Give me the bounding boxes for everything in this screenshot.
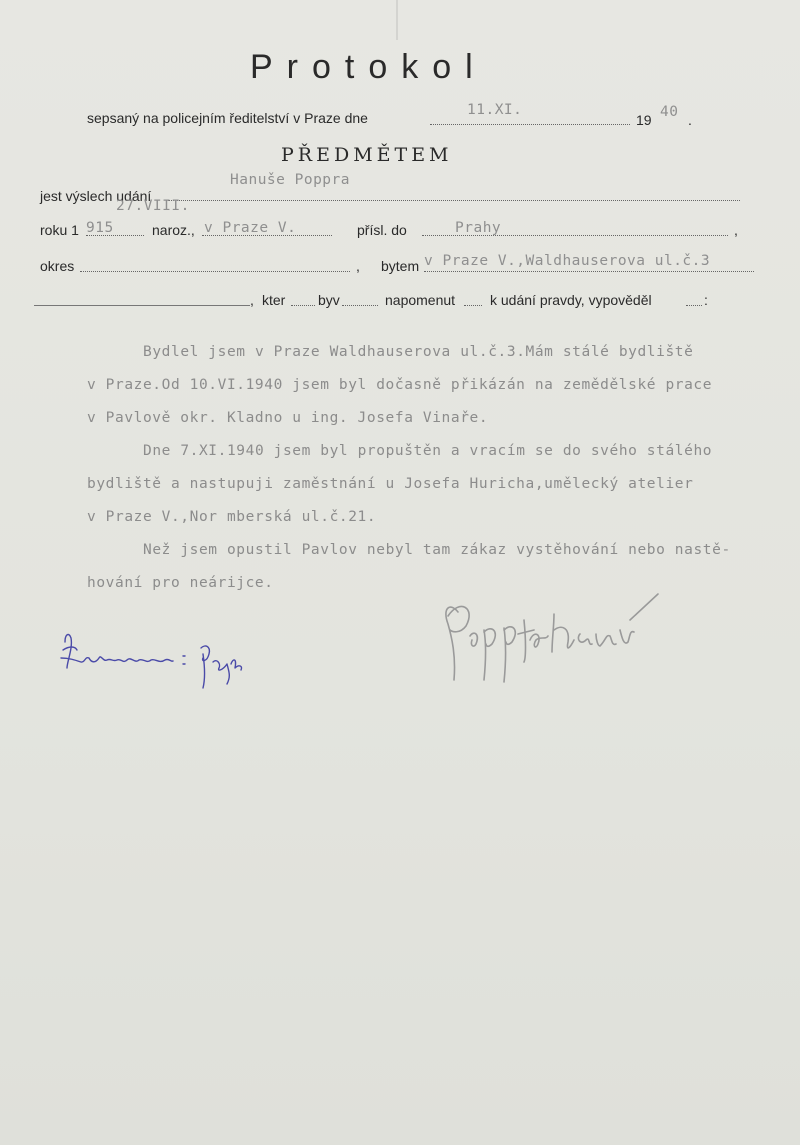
label-roku: roku 1 xyxy=(40,222,79,238)
line4-comma: , xyxy=(250,292,254,308)
statement-line: v Praze V.,Nor mberská ul.č.21. xyxy=(87,509,377,525)
label-kter: kter xyxy=(262,292,286,308)
naroz-dotted-line xyxy=(202,235,332,236)
roku-dotted-line xyxy=(86,235,144,236)
statement-line: Než jsem opustil Pavlov nebyl tam zákaz vystěhování nebo nastě- xyxy=(143,542,731,558)
label-okres: okres xyxy=(40,258,75,274)
line2-end-comma: , xyxy=(734,222,738,238)
statement-line: hování pro neárijce. xyxy=(87,575,274,591)
label-napomenut: napomenut xyxy=(385,292,456,308)
vypovedel-dotted-line xyxy=(686,305,702,306)
document-title: Protokol xyxy=(250,48,487,86)
birth-place-value: v Praze V. xyxy=(204,220,297,236)
statement-line: Bydlel jsem v Praze Waldhauserova ul.č.3.Mám stálé bydliště xyxy=(143,344,694,360)
birth-day-value: 27.VIII. xyxy=(116,198,190,214)
label-byv: byv xyxy=(318,292,340,308)
label-vyslech: jest výslech udání xyxy=(40,188,152,204)
statement-line: bydliště a nastupuji zaměstnání u Josefa Huricha,umělecký atelier xyxy=(87,476,694,492)
bytem-dotted-line xyxy=(424,271,754,272)
napomenut-dotted-line xyxy=(464,305,482,306)
vyslech-dotted-line xyxy=(168,200,740,201)
birth-year-value: 915 xyxy=(86,220,114,236)
date-value: 11.XI. xyxy=(467,102,523,118)
label-udani-pravdy: k udání pravdy, vypověděl xyxy=(490,292,652,308)
subject-name-value: Hanuše Poppra xyxy=(230,172,350,188)
line4-colon: : xyxy=(704,292,708,308)
statement-line: v Pavlově okr. Kladno u ing. Josefa Vinaře. xyxy=(87,410,489,426)
signature-drawing xyxy=(430,590,670,690)
okres-dotted-line xyxy=(80,271,350,272)
handwritten-note-drawing xyxy=(55,628,255,698)
subtitle-text: sepsaný na policejním ředitelství v Praze dne xyxy=(87,110,368,126)
section-heading: PŘEDMĚTEM xyxy=(281,144,453,166)
kter-dotted-line xyxy=(291,305,315,306)
fold-mark xyxy=(396,0,398,40)
okres-comma: , xyxy=(356,258,360,274)
line4-blank-line xyxy=(34,305,250,306)
statement-line: v Praze.Od 10.VI.1940 jsem byl dočasně přikázán na zemědělské prace xyxy=(87,377,713,393)
signature xyxy=(430,590,670,690)
label-naroz: naroz., xyxy=(152,222,195,238)
label-prisl: přísl. do xyxy=(357,222,407,238)
year-end: . xyxy=(688,112,692,128)
prisl-value: Prahy xyxy=(455,220,502,236)
address-value: v Praze V.,Waldhauserova ul.č.3 xyxy=(424,253,711,269)
statement-line: Dne 7.XI.1940 jsem byl propuštěn a vracím se do svého stálého xyxy=(143,443,713,459)
prisl-dotted-line xyxy=(422,235,728,236)
year-prefix: 19 xyxy=(636,112,652,128)
handwritten-note xyxy=(55,628,255,698)
date-dotted-line xyxy=(430,124,630,125)
label-bytem: bytem xyxy=(381,258,420,274)
year-value: 40 xyxy=(660,104,679,120)
byv-dotted-line xyxy=(342,305,378,306)
